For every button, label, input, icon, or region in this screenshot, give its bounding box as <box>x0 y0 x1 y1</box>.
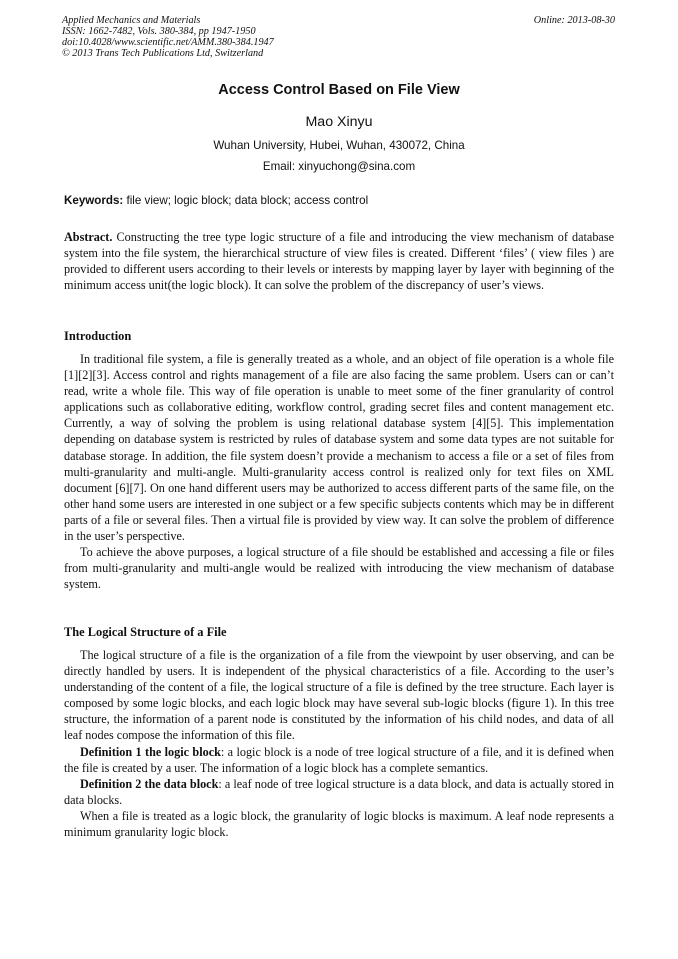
author-affiliation: Wuhan University, Hubei, Wuhan, 430072, China <box>213 139 465 152</box>
journal-header <box>62 15 274 59</box>
author-email: Email: xinyuchong@sina.com <box>262 160 416 173</box>
logical-structure-body <box>64 647 614 840</box>
paper-title: Access Control Based on File View <box>218 82 460 98</box>
abstract-text: Constructing the tree type logic structure of a file and introducing the view mechanism of database system into the file system, the hierarchical structure of view files is created. Different ‘files’ ( view files ) are provided to different users according to their levels or interests by mapping layer by layer with beginning of the minimum access unit(the logic block). It can solve the problem of the discrepancy of user’s views. <box>64 230 614 293</box>
introduction-body <box>64 351 614 592</box>
abstract-label: Abstract. <box>64 230 113 244</box>
definition-2-label: Definition 2 the data block <box>80 776 219 791</box>
logical-structure-paragraph: The logical structure of a file is the organization of a file from the viewpoint by user observing, and can be directly handled by users. It is independent of the physical characteristics of a file. According to the user’s understanding of the content of a file, the logical structure of a file is defined by the tree structure. Each layer is composed by some logic blocks, and each logic block may have several sub-logic blocks (figure 1). In this tree structure, the information of a parent node is constituted by the information of his child nodes, and data of all leaf nodes compose the information of this file. <box>64 648 614 743</box>
definition-2-text: : a leaf node of tree logical structure is a data block, and data is actually stored in data blocks. <box>64 776 614 807</box>
copyright-line: © 2013 Trans Tech Publications Ltd, Switzerland <box>62 48 264 59</box>
definition-2 <box>64 776 614 808</box>
logical-structure-paragraph-last: When a file is treated as a logic block, the granularity of logic blocks is maximum. A leaf node represents a minimum granularity logic block. <box>64 808 614 840</box>
online-date: Online: 2013-08-30 <box>533 15 615 26</box>
author-name: Mao Xinyu <box>305 114 373 130</box>
abstract <box>64 229 614 293</box>
definition-1-label: Definition 1 the logic block <box>80 744 221 759</box>
section-heading-logical-structure: The Logical Structure of a File <box>64 625 227 639</box>
introduction-paragraph: In traditional file system, a file is generally treated as a whole, and an object of file operation is a whole file [1][2][3]. Access control and rights management of a file are also facing the same problem. Users can or can’t read, write a whole file. This way of file operation is unable to meet some of the finer granularity of control applications such as collaborative editing, workflow control, grading secret files and content management etc. Currently, a way of solving the problem is using relational database system [4][5]. This implementation depending on database system is restricted by rules of database system and some data types are not suitable for database storage. In addition, the file system doesn’t provide a mechanism to access a file or a set of files from multi-granularity and multi-angle. Multi-granularity access control is realized only for text files on XML document [6][7]. On one hand different users may be authorized to access different parts of the same file, on the other hand some users are interested in one subject or a few specific subjects contents which may be in different parts of a file or several files. Then a virtual file is provided by view way. It can solve the problem of difference in the user’s perspective. <box>64 352 614 544</box>
keywords-label: Keywords: <box>64 194 124 207</box>
definition-1-text: : a logic block is a node of tree logical structure of a file, and it is defined when the file is created by a user. The information of a logic block has a complete semantics. <box>64 744 615 775</box>
keywords <box>64 194 368 207</box>
doi-line: doi:10.4028/www.scientific.net/AMM.380-384.1947 <box>62 37 274 48</box>
section-heading-introduction: Introduction <box>64 329 132 343</box>
issn-line: ISSN: 1662-7482, Vols. 380-384, pp 1947-1950 <box>62 26 256 37</box>
introduction-paragraph: To achieve the above purposes, a logical structure of a file should be established and accessing a file or files from multi-granularity and multi-angle would be realized with introducing the view mechanism of database system. <box>64 545 614 592</box>
keywords-text: file view; logic block; data block; access control <box>123 194 369 207</box>
definition-1 <box>64 744 614 776</box>
journal-name: Applied Mechanics and Materials <box>62 15 201 26</box>
